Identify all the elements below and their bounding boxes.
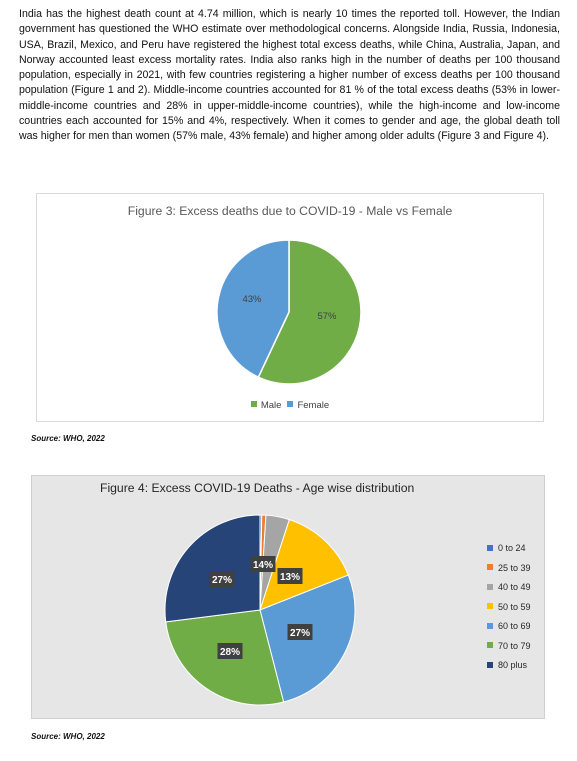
legend-item-25-to-39: [487, 559, 545, 579]
svg-text:27%: 27%: [289, 628, 311, 639]
legend-item-male: [251, 400, 282, 411]
legend-swatch: [487, 584, 493, 590]
legend-item-60-to-69: [487, 617, 545, 637]
legend-label: 80 plus: [498, 660, 528, 670]
legend-swatch: [487, 662, 493, 668]
legend-swatch: [487, 642, 493, 648]
svg-text:14%: 14%: [252, 560, 274, 571]
figure-3-title: Figure 3: Excess deaths due to COVID-19 - Male vs Female: [127, 204, 453, 218]
legend-item-40-to-49: [487, 578, 545, 598]
legend-item-female: [287, 400, 329, 411]
legend-swatch: [487, 603, 493, 609]
data-label-2: [288, 624, 313, 640]
figure-3-legend: [37, 400, 543, 411]
legend-label: 60 to 69: [498, 621, 531, 631]
legend-swatch: [487, 545, 493, 551]
figure-4-source: Source: WHO, 2022: [31, 732, 105, 741]
figure-4-legend: [487, 539, 545, 676]
figure-3-chart: [36, 193, 544, 422]
pie-label-female: 43%: [242, 294, 262, 305]
data-label-4: [210, 571, 235, 587]
legend-label: 50 to 59: [498, 601, 531, 612]
legend-item-70-to-79: [487, 637, 545, 657]
svg-text:28%: 28%: [219, 647, 241, 658]
data-label-1: [278, 568, 303, 584]
legend-swatch: [287, 401, 293, 407]
figure-3-source: Source: WHO, 2022: [31, 434, 105, 443]
svg-text:27%: 27%: [211, 575, 233, 586]
svg-text:13%: 13%: [279, 572, 301, 583]
pie-label-male: 57%: [317, 311, 337, 322]
legend-swatch: [487, 623, 493, 629]
figure-3-pie: [37, 194, 545, 423]
legend-label: Male: [260, 400, 282, 411]
data-label-3: [218, 643, 243, 659]
figure-4-chart: [31, 475, 545, 719]
legend-label: 25 to 39: [498, 562, 531, 573]
body-paragraph: India has the highest death count at 4.74 million, which is nearly 10 times the reported toll. However, the Indian government has questioned the WHO estimate over methodological concerns. Alongside India, Russia, Indonesia, USA, Brazil, Mexico, and Peru have registered the highest total excess deaths, while China, Australia, Japan, and Norway accounted least excess mortality rates. India also ranks high in the number of deaths per 100 thousand population, especially in 2021, with few countries registering a higher number of excess deaths per 100 thousand population (Figure 1 and 2). Middle-income countries accounted for 81 % of the total excess deaths (53% in lower-middle-income countries and 28% in upper-middle-income countries), while the high-income and low-income countries each accounted for 15% and 4%, respectively. When it comes to gender and age, the global death toll was higher for men than women (57% male, 43% female) and higher among older adults (Figure 3 and Figure 4).: [19, 8, 560, 143]
legend-label: 70 to 79: [498, 640, 531, 651]
legend-label: 0 to 24: [498, 543, 526, 553]
data-label-0: [251, 556, 276, 572]
legend-item-50-to-59: [487, 598, 545, 618]
figure-4-title: Figure 4: Excess COVID-19 Deaths - Age wise distribution: [100, 481, 415, 495]
legend-item-0-to-24: [487, 539, 545, 559]
legend-swatch: [487, 564, 493, 570]
legend-swatch: [251, 401, 257, 407]
figure-4-pie: [32, 476, 545, 719]
legend-item-80-plus: [487, 656, 545, 676]
legend-label: 40 to 49: [498, 582, 531, 592]
pie-slice-80-plus: [165, 515, 260, 622]
legend-label: Female: [297, 400, 330, 411]
